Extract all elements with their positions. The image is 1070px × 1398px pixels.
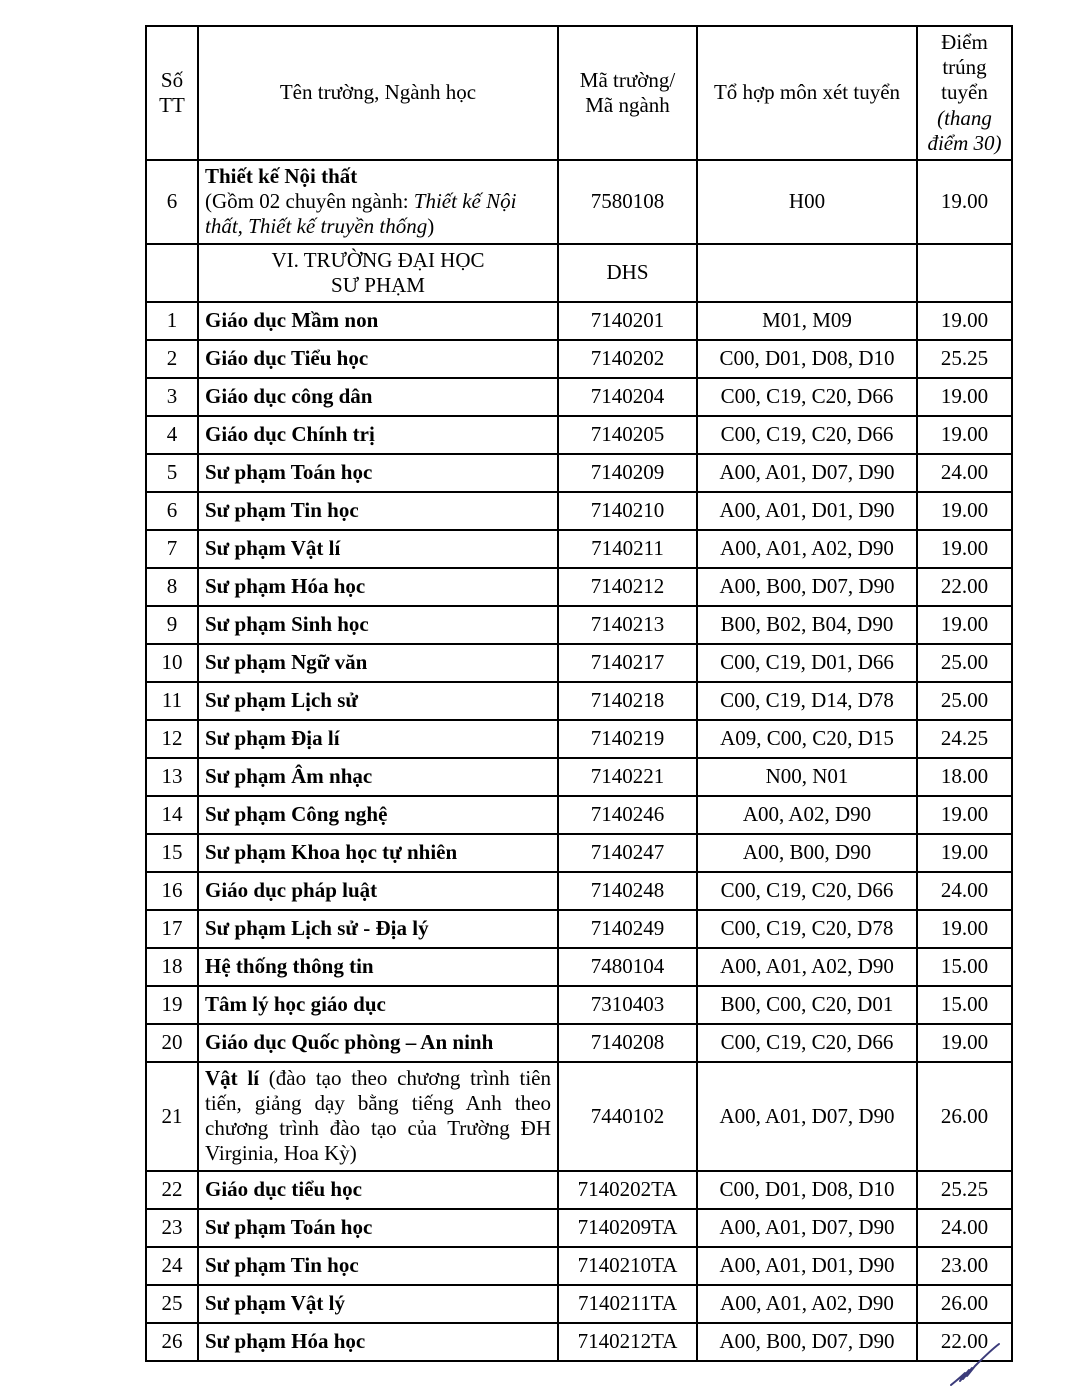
major-name-text: Giáo dục Tiểu học: [205, 346, 369, 371]
major-name-text: Hệ thống thông tin: [205, 954, 374, 979]
subject-combos: C00, C19, C20, D66: [697, 872, 917, 910]
admission-score: 25.25: [917, 340, 1012, 378]
major-code: 7140218: [558, 682, 697, 720]
major-name: [198, 160, 558, 244]
major-name: [198, 606, 558, 644]
major-name-text: Sư phạm Vật lí: [205, 536, 341, 561]
major-code: 7440102: [558, 1062, 697, 1171]
header-code-line1: Mã trường/: [579, 67, 676, 92]
table-row: [146, 454, 1012, 492]
major-code: 7140246: [558, 796, 697, 834]
table-row: [146, 340, 1012, 378]
subject-combos: C00, C19, D01, D66: [697, 644, 917, 682]
major-code: 7140247: [558, 834, 697, 872]
row-number: 20: [146, 1024, 198, 1062]
major-code: 7140211: [558, 530, 697, 568]
major-name: [198, 1247, 558, 1285]
admission-score-table: [145, 25, 1013, 1362]
admission-score: 25.00: [917, 682, 1012, 720]
major-name-text: Sư phạm Âm nhạc: [205, 764, 373, 789]
row-number: 3: [146, 378, 198, 416]
subject-combos: N00, N01: [697, 758, 917, 796]
major-name-text: Sư phạm Địa lí: [205, 726, 340, 751]
table-row: [146, 796, 1012, 834]
admission-score: 25.00: [917, 644, 1012, 682]
row-number: 11: [146, 682, 198, 720]
subject-combos: H00: [697, 160, 917, 244]
subject-combos: B00, C00, C20, D01: [697, 986, 917, 1024]
major-name-text: Giáo dục tiểu học: [205, 1177, 362, 1202]
table-row: [146, 758, 1012, 796]
row-number: 18: [146, 948, 198, 986]
table-row: [146, 568, 1012, 606]
row-number: 13: [146, 758, 198, 796]
subject-combos: A00, A02, D90: [697, 796, 917, 834]
admission-score: 19.00: [917, 416, 1012, 454]
row-number: 6: [146, 160, 198, 244]
table-row: [146, 682, 1012, 720]
major-name: [198, 796, 558, 834]
major-code: 7140210: [558, 492, 697, 530]
admission-score: 24.25: [917, 720, 1012, 758]
major-name: [198, 1062, 558, 1171]
major-code: 7310403: [558, 986, 697, 1024]
table-row: [146, 948, 1012, 986]
major-name-text: Sư phạm Vật lý: [205, 1291, 345, 1316]
row-number: 22: [146, 1171, 198, 1209]
header-score-scale-note: (thang điểm 30): [927, 105, 1002, 155]
major-name: [198, 872, 558, 910]
admission-score: 26.00: [917, 1285, 1012, 1323]
table-row: [146, 872, 1012, 910]
major-name: [198, 986, 558, 1024]
major-name-text: Sư phạm Tin học: [205, 1253, 359, 1278]
major-name-text: Giáo dục pháp luật: [205, 878, 378, 903]
major-code: 7480104: [558, 948, 697, 986]
subject-combos: A00, A01, D07, D90: [697, 1062, 917, 1171]
major-name-text: Sư phạm Toán học: [205, 460, 373, 485]
major-code: 7140209TA: [558, 1209, 697, 1247]
major-name: [198, 302, 558, 340]
major-name: [198, 454, 558, 492]
row-number: 12: [146, 720, 198, 758]
subject-combos: C00, C19, D14, D78: [697, 682, 917, 720]
header-code-line2: Mã ngành: [585, 92, 670, 117]
row-number: 24: [146, 1247, 198, 1285]
table-row: [146, 160, 1012, 244]
admission-score: 15.00: [917, 948, 1012, 986]
admission-score: 26.00: [917, 1062, 1012, 1171]
admission-score: 18.00: [917, 758, 1012, 796]
major-name: [198, 720, 558, 758]
row-number: 1: [146, 302, 198, 340]
table-row: [146, 606, 1012, 644]
row-number: 26: [146, 1323, 198, 1361]
row-number: 14: [146, 796, 198, 834]
row-number: 7: [146, 530, 198, 568]
major-name: [198, 1171, 558, 1209]
admission-score: 19.00: [917, 492, 1012, 530]
admission-score: 19.00: [917, 1024, 1012, 1062]
major-name: [198, 1323, 558, 1361]
major-name-text: Giáo dục công dân: [205, 384, 373, 409]
row-number: 2: [146, 340, 198, 378]
major-code: 7140208: [558, 1024, 697, 1062]
major-name: [198, 910, 558, 948]
major-name: [198, 948, 558, 986]
major-code: 7140211TA: [558, 1285, 697, 1323]
row-number: 17: [146, 910, 198, 948]
major-name-text: Vật lí (đào tạo theo chương trình tiên tiến, giảng dạy bằng tiếng Anh theo chương trình đào tạo của Trường ĐH Virginia, Hoa Kỳ): [205, 1065, 551, 1166]
row-number: 25: [146, 1285, 198, 1323]
major-name-text: Sư phạm Lịch sử: [205, 688, 358, 713]
row-number: 15: [146, 834, 198, 872]
header-score-main: Điểm trúng tuyển: [941, 30, 988, 105]
major-code: 7140221: [558, 758, 697, 796]
table-row: [146, 910, 1012, 948]
signature-mark: [948, 1342, 1002, 1388]
subject-combos: C00, C19, C20, D66: [697, 416, 917, 454]
major-code: 7140210TA: [558, 1247, 697, 1285]
section-title: VI. TRƯỜNG ĐẠI HỌC SƯ PHẠM: [198, 244, 558, 302]
major-code: 7580108: [558, 160, 697, 244]
major-name: [198, 568, 558, 606]
admission-score: 19.00: [917, 910, 1012, 948]
major-name-text: Giáo dục Mầm non: [205, 308, 379, 333]
table-body: [146, 160, 1012, 1361]
major-code: 7140202TA: [558, 1171, 697, 1209]
admission-score: 22.00: [917, 1323, 1012, 1361]
table-row: [146, 530, 1012, 568]
subject-combos: A00, A01, D07, D90: [697, 1209, 917, 1247]
admission-score: 19.00: [917, 834, 1012, 872]
major-name-text: Sư phạm Toán học: [205, 1215, 373, 1240]
subject-combos: C00, C19, C20, D78: [697, 910, 917, 948]
major-code: 7140248: [558, 872, 697, 910]
major-name: [198, 1285, 558, 1323]
major-name-note: (Gồm 02 chuyên ngành: Thiết kế Nội thất, Thiết kế truyền thống): [205, 189, 517, 239]
major-name: [198, 682, 558, 720]
major-name: [198, 644, 558, 682]
major-code: 7140213: [558, 606, 697, 644]
major-code: 7140209: [558, 454, 697, 492]
major-name-text: Sư phạm Khoa học tự nhiên: [205, 840, 458, 865]
row-number: 9: [146, 606, 198, 644]
admission-score: 19.00: [917, 796, 1012, 834]
major-name: [198, 1209, 558, 1247]
subject-combos: C00, D01, D08, D10: [697, 1171, 917, 1209]
row-number: 16: [146, 872, 198, 910]
subject-combos: A00, A01, A02, D90: [697, 948, 917, 986]
table-row: [146, 1323, 1012, 1361]
major-name-text: Tâm lý học giáo dục: [205, 992, 386, 1017]
major-code: 7140249: [558, 910, 697, 948]
header-school-major: Tên trường, Ngành học: [198, 26, 558, 160]
subject-combos: C00, C19, C20, D66: [697, 378, 917, 416]
admission-score: [917, 244, 1012, 302]
major-name-text: Sư phạm Lịch sử - Địa lý: [205, 916, 429, 941]
table-row: [146, 302, 1012, 340]
subject-combos: C00, D01, D08, D10: [697, 340, 917, 378]
major-code: 7140201: [558, 302, 697, 340]
table-row: [146, 1062, 1012, 1171]
row-number: 21: [146, 1062, 198, 1171]
major-name: [198, 416, 558, 454]
admission-score: 24.00: [917, 454, 1012, 492]
subject-combos: A00, B00, D90: [697, 834, 917, 872]
admission-score: 19.00: [917, 378, 1012, 416]
header-stt: Số TT: [146, 26, 198, 160]
table-row: [146, 492, 1012, 530]
row-number: 6: [146, 492, 198, 530]
major-name: [198, 492, 558, 530]
major-code: 7140212: [558, 568, 697, 606]
major-name: [198, 1024, 558, 1062]
row-number: [146, 244, 198, 302]
major-name: [198, 834, 558, 872]
subject-combos: A00, A01, D01, D90: [697, 1247, 917, 1285]
major-name-text: Giáo dục Quốc phòng – An ninh: [205, 1030, 494, 1055]
major-name-text: Sư phạm Ngữ văn: [205, 650, 368, 675]
major-name: [198, 530, 558, 568]
major-code: 7140219: [558, 720, 697, 758]
major-name-text: Sư phạm Tin học: [205, 498, 359, 523]
section-code: DHS: [558, 244, 697, 302]
row-number: 8: [146, 568, 198, 606]
admission-score: 23.00: [917, 1247, 1012, 1285]
table-row: [146, 378, 1012, 416]
major-name-text: Sư phạm Hóa học: [205, 574, 366, 599]
major-name-text: Sư phạm Công nghệ: [205, 802, 388, 827]
major-name: [198, 758, 558, 796]
major-name-text: Sư phạm Sinh học: [205, 612, 369, 637]
subject-combos: A00, A01, D07, D90: [697, 454, 917, 492]
admission-score: 25.25: [917, 1171, 1012, 1209]
major-code: 7140217: [558, 644, 697, 682]
row-number: 5: [146, 454, 198, 492]
admission-score: 19.00: [917, 160, 1012, 244]
table-row: [146, 1247, 1012, 1285]
header-score: [917, 26, 1012, 160]
subject-combos: A00, A01, A02, D90: [697, 530, 917, 568]
table-row: [146, 834, 1012, 872]
table-row: [146, 1171, 1012, 1209]
table-row: [146, 1024, 1012, 1062]
subject-combos: [697, 244, 917, 302]
subject-combos: A00, A01, A02, D90: [697, 1285, 917, 1323]
header-row: [146, 26, 1012, 160]
admission-score: 24.00: [917, 872, 1012, 910]
subject-combos: A00, B00, D07, D90: [697, 1323, 917, 1361]
subject-combos: A00, A01, D01, D90: [697, 492, 917, 530]
table-row: [146, 644, 1012, 682]
major-name: [198, 378, 558, 416]
admission-score: 24.00: [917, 1209, 1012, 1247]
table-row: [146, 416, 1012, 454]
major-code: 7140202: [558, 340, 697, 378]
row-number: 23: [146, 1209, 198, 1247]
major-name-text: Giáo dục Chính trị: [205, 422, 375, 447]
table-row: [146, 720, 1012, 758]
major-code: 7140212TA: [558, 1323, 697, 1361]
major-name-text: Sư phạm Hóa học: [205, 1329, 366, 1354]
table-row: [146, 1209, 1012, 1247]
major-code: 7140205: [558, 416, 697, 454]
major-code: 7140204: [558, 378, 697, 416]
table-row: [146, 1285, 1012, 1323]
admission-score: 19.00: [917, 530, 1012, 568]
admission-score: 22.00: [917, 568, 1012, 606]
admission-score: 19.00: [917, 302, 1012, 340]
subject-combos: A09, C00, C20, D15: [697, 720, 917, 758]
major-name: [198, 340, 558, 378]
admission-score: 15.00: [917, 986, 1012, 1024]
signature-stroke: [951, 1344, 999, 1385]
subject-combos: M01, M09: [697, 302, 917, 340]
row-number: 4: [146, 416, 198, 454]
header-combo: Tổ hợp môn xét tuyển: [697, 26, 917, 160]
admission-score: 19.00: [917, 606, 1012, 644]
subject-combos: A00, B00, D07, D90: [697, 568, 917, 606]
header-code: [558, 26, 697, 160]
major-name-text: Thiết kế Nội thất: [205, 163, 358, 188]
subject-combos: B00, B02, B04, D90: [697, 606, 917, 644]
row-number: 19: [146, 986, 198, 1024]
subject-combos: C00, C19, C20, D66: [697, 1024, 917, 1062]
section-header-row: [146, 244, 1012, 302]
table-row: [146, 986, 1012, 1024]
row-number: 10: [146, 644, 198, 682]
